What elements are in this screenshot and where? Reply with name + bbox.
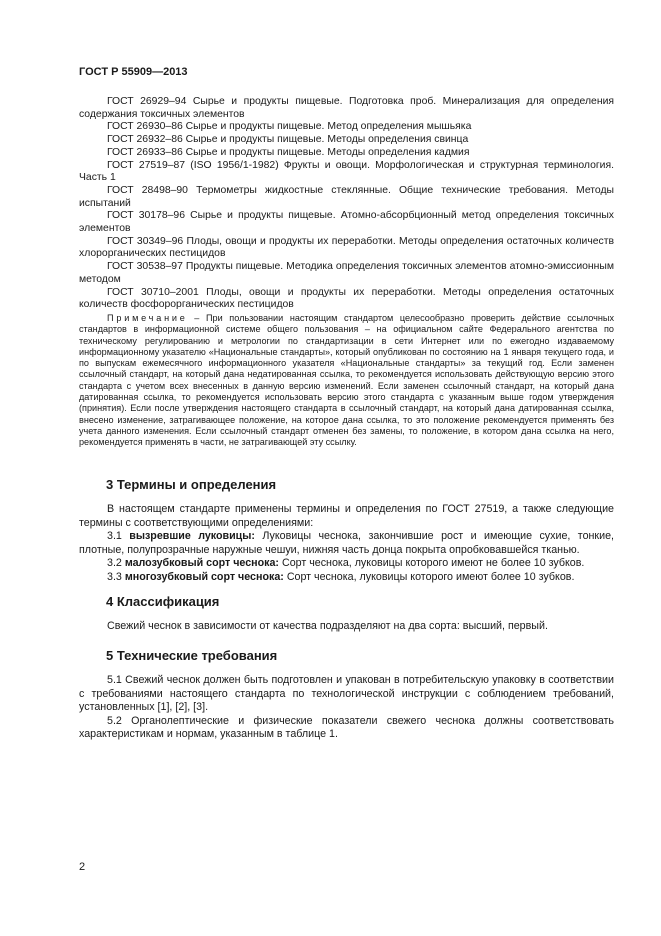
reference-item: ГОСТ 27519–87 (ISO 1956/1-1982) Фрукты и овощи. Морфологическая и структурная терминология. Часть 1 [79,159,614,184]
term-definition [79,571,614,585]
reference-item: ГОСТ 30538–97 Продукты пищевые. Методика определения токсичных элементов атомно-эмиссионным методом [79,261,614,285]
term-definition [79,557,614,571]
section-4-text: Свежий чеснок в зависимости от качества подразделяют на два сорта: высший, первый. [107,620,548,632]
page-number: 2 [79,861,86,873]
note-label: Примечание [107,313,188,323]
reference-item: ГОСТ 28498–90 Термометры жидкостные стеклянные. Общие технические требования. Методы испытаний [79,184,614,209]
reference-item: ГОСТ 30349–96 Плоды, овощи и продукты их переработки. Методы определения остаточных количеств хлорорганических пестицидов [79,235,614,260]
section-5-paragraph-2: 5.2 Органолептические и физические показатели свежего чеснока должны соответствовать характеристикам и нормам, указанным в таблице 1. [79,714,614,741]
section-3-body [79,503,614,585]
term-number: 3.1 [107,530,130,543]
normative-references-list [79,96,614,312]
note-paragraph [79,313,614,449]
references-note [79,313,614,449]
term-name: вызревшие луковицы: [129,530,255,543]
reference-item: ГОСТ 26932–86 Сырье и продукты пищевые. Методы определения свинца [107,134,469,146]
term-definition [79,530,614,557]
section-5-paragraph-1: 5.1 Свежий чеснок должен быть подготовлен и упакован в потребительскую упаковку в соответствии с требованиями настоящего стандарта по технологической инструкции с соблюдением требований, установленных [1], [2], [3]. [79,674,614,714]
section-3-intro: В настоящем стандарте применены термины и определения по ГОСТ 27519, а также следующие термины с соответствующими определениями: [79,503,614,529]
term-name: многозубковый сорт чеснока: [124,570,284,583]
term-text: Луковицы чеснока, закончившие рост и имеющие сухие, тонкие, плотные, полупрозрачные наружные чешуи, нижняя часть донца покрыта опробковавшейся тканью. [79,530,614,556]
note-text: – При пользовании настоящим стандартом целесообразно проверить действие ссылочных стандартов в информационной системе общего пользования – на официальном сайте Федерального агентства по техническому регулированию и метрологии по стандартизации в сети Интернет или по ежегодно издаваемому информационному указателю «Национальные стандарты», который опубликован по состоянию на 1 января текущего года, и по выпускам ежемесячного информационного указателя «Национальные стандарты» за текущий год. Если заменен ссылочный стандарт, на который дана недатированная ссылка, то рекомендуется использовать действующую версию этого стандарта с учетом всех внесенных в данную версию изменений. Если заменен ссылочный стандарт, на который дана датированная ссылка, то рекомендуется использовать версию этого стандарта с указанным выше годом утверждения (принятия). Если после утверждения настоящего стандарта в ссылочный стандарт, на который дана датированная ссылка, внесено изменение, затрагивающее положение, на которое дана ссылка, то это положение рекомендуется применять без учета данного изменения. Если ссылочный стандарт отменен без замены, то положение, в котором дана ссылка на него, рекомендуется применять в части, не затрагивающей эту ссылку. [79,313,614,448]
term-number: 3.3 [107,570,125,583]
reference-item: ГОСТ 26933–86 Сырье и продукты пищевые. Методы определения кадмия [107,146,470,158]
term-text: Сорт чеснока, луковицы которого имеют не более 10 зубков. [279,557,585,570]
term-text: Сорт чеснока, луковицы которого имеют более 10 зубков. [283,570,575,583]
section-3-heading: 3 Термины и определения [106,477,277,492]
reference-item: ГОСТ 30710–2001 Плоды, овощи и продукты их переработки. Методы определения остаточных количеств фосфорорганических пестицидов [79,286,614,311]
section-4-body [79,620,614,634]
term-name: малозубковый сорт чеснока: [124,557,279,570]
section-5-body [79,674,614,742]
reference-item: ГОСТ 30178–96 Сырье и продукты пищевые. Атомно-абсорбционный метод определения токсичных элементов [79,210,614,235]
document-code: ГОСТ Р 55909—2013 [79,66,188,78]
reference-item: ГОСТ 26929–94 Сырье и продукты пищевые. Подготовка проб. Минерализация для определения содержания токсичных элементов [79,96,614,120]
section-4-heading: 4 Классификация [106,594,220,609]
section-5-heading: 5 Технические требования [106,648,278,663]
reference-item: ГОСТ 26930–86 Сырье и продукты пищевые. Метод определения мышьяка [107,121,472,133]
term-number: 3.2 [107,557,125,570]
